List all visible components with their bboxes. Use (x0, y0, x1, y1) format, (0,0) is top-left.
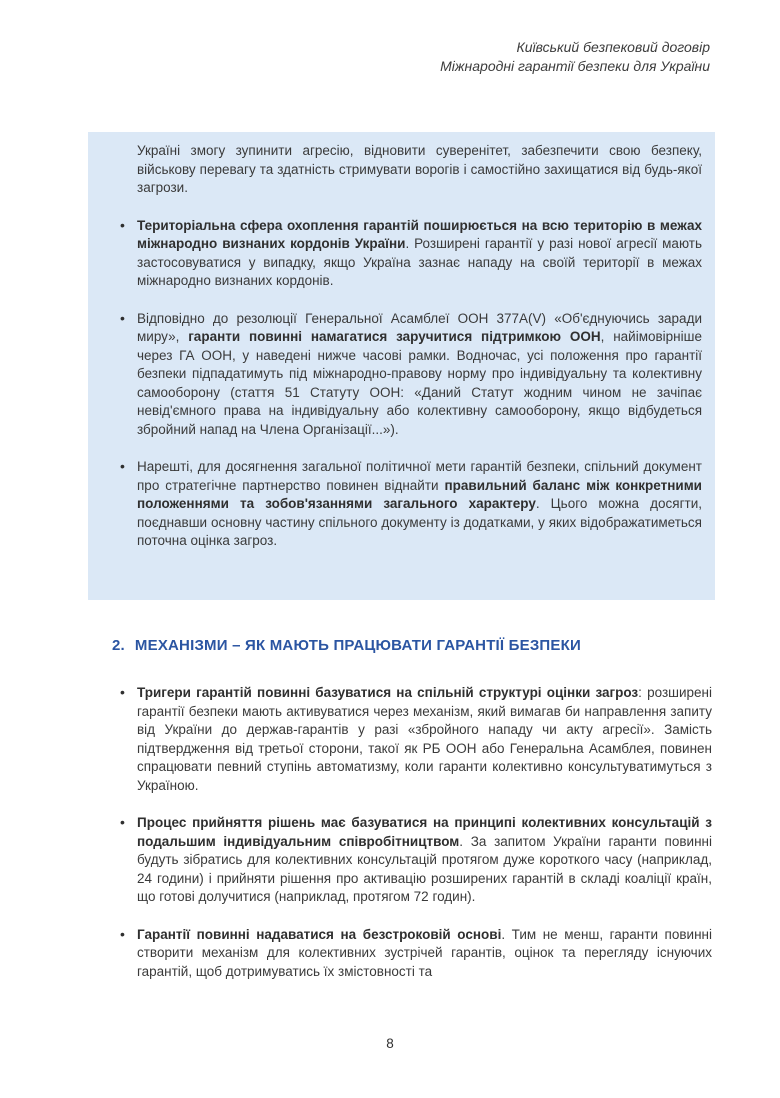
section-heading (112, 637, 715, 654)
intro-paragraph: Україні змогу зупинити агресію, відновити суверенітет, забезпечити свою безпеку, військову перевагу та здатність стримувати ворогів і самостійно захищатися від будь-якої загрози. (137, 143, 702, 195)
section-number: 2. (112, 637, 125, 654)
header-title-line-2: Міжнародні гарантії безпеки для України (440, 58, 710, 74)
section-bullet-triggers: • Тригери гарантій повинні базуватися на спільній структурі оцінки загроз: розширені гарантії безпеки мають активуватися через механізм, який вимагав би направлення запиту від України до держав-гарантів у разі «збройного нападу чи акту агресії». Замість підтвердження від третьої сторони, такої як РБ ООН або Генеральна Асамблея, повинен спрацювати певний ступінь автоматизму, коли гаранти колективно консультуватимуться з Україною. (115, 684, 712, 795)
highlight-bullet-balance: • Нарешті, для досягнення загальної політичної мети гарантій безпеки, спільний документ про стратегічне партнерство повинен віднайти правильний баланс між конкретними положеннями та зобов'язаннями загального характеру. Цього можна досягти, поєднавши основну частину спільного документу із додатками, у яких відображатиметься поточна оцінка загроз. (115, 458, 702, 551)
document-header (440, 38, 710, 76)
page-number: 8 (386, 1036, 394, 1051)
section-bullet-open-ended-guarantees: • Гарантії повинні надаватися на безстроковій основі. Тим не менш, гаранти повинні створити механізм для колективних зустрічей гарантів, оцінок та перегляду існуючих гарантій, щоб дотримуватись їх змістовності та (115, 926, 712, 982)
section-bullet-decision-process: • Процес прийняття рішень має базуватися на принципі колективних консультацій з подальшим індивідуальним співробітництвом. За запитом України гаранти повинні будуть зібратись для колективних консультацій протягом дуже короткого часу (наприклад, 24 години) і прийняти рішення про активацію розширених гарантій в складі коаліції країн, що готові долучитися (наприклад, протягом 72 годин). (115, 814, 712, 907)
highlighted-summary-block (88, 132, 715, 600)
header-title-line-1: Київський безпековий договір (516, 39, 710, 55)
section-body (115, 665, 712, 981)
section-title: МЕХАНІЗМИ – ЯК МАЮТЬ ПРАЦЮВАТИ ГАРАНТІЇ БЕЗПЕКИ (134, 637, 581, 654)
highlight-bullet-un-resolution: • Відповідно до резолюції Генеральної Асамблеї ООН 377A(V) «Об'єднуючись заради миру», гаранти повинні намагатися заручитися підтримкою ООН, найімовірніше через ГА ООН, у наведені нижче часові рамки. Водночас, усі положення про гарантії безпеки підпадатимуть під міжнародно-правову норму про індивідуальну та колективну самооборону (стаття 51 Статуту ООН: «Даний Статут жодним чином не зачіпає невід'ємного права на індивідуальну або колективну самооборону, якщо відбудеться збройний напад на Члена Організації...»). (115, 310, 702, 440)
highlight-bullet-territorial-scope: • Територіальна сфера охоплення гарантій поширюється на всю територію в межах міжнародно визнаних кордонів України. Розширені гарантії у разі нової агресії мають застосовуватися у випадку, якщо Україна зазнає нападу на своїй території в межах міжнародно визнаних кордонів. (115, 217, 702, 291)
